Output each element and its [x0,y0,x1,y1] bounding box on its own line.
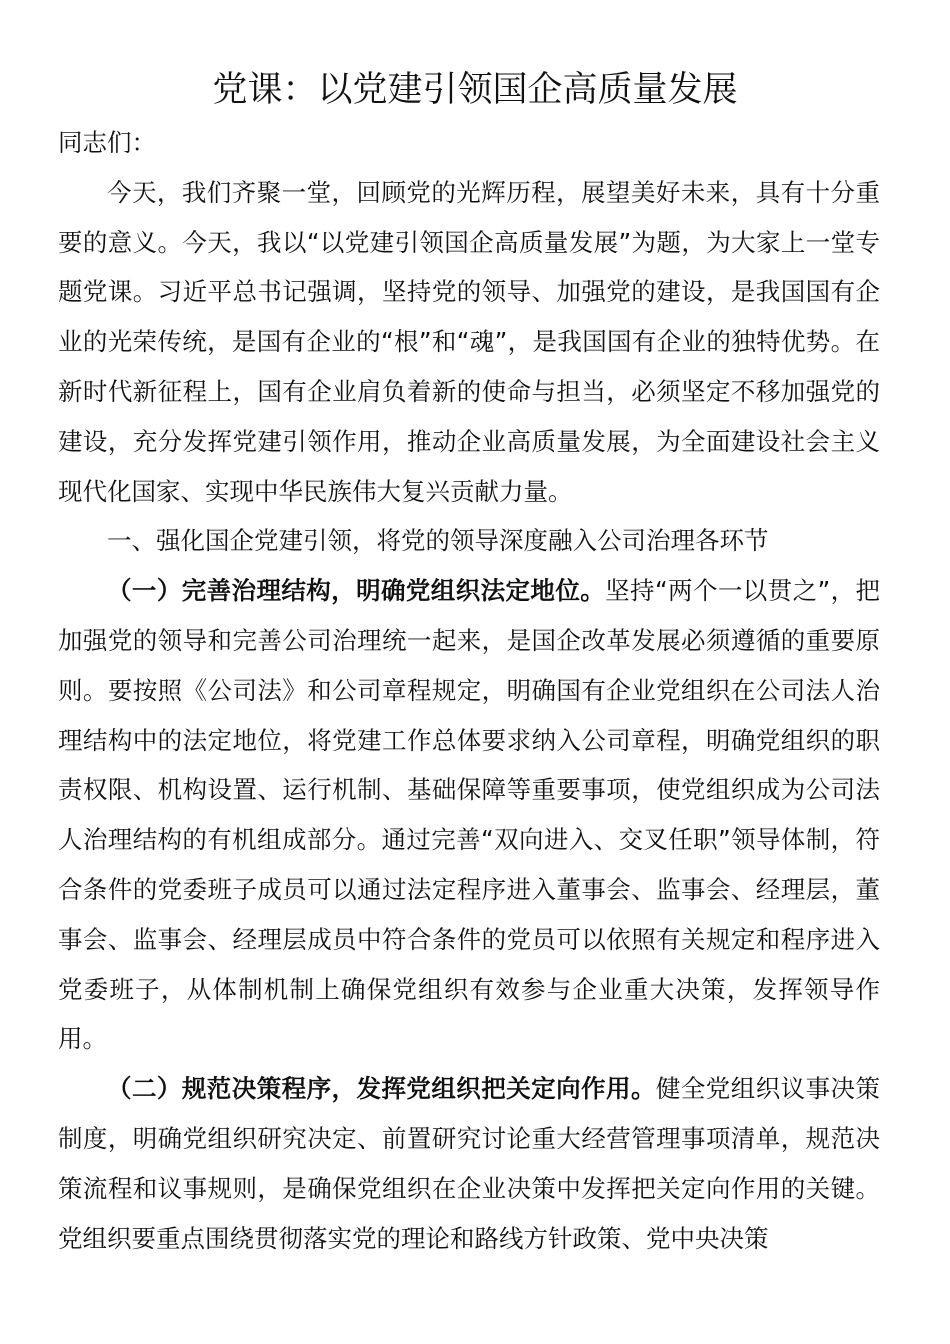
subsection-heading-2: （二）规范决策程序，发挥党组织把关定向作用。 [107,1074,656,1104]
section-heading-1: 一、强化国企党建引领，将党的领导深度融入公司治理各环节 [107,526,769,556]
salutation: 同志们： [58,128,156,157]
subsection-heading-1: （一）完善治理结构，明确党组织法定地位。 [107,576,606,606]
intro-paragraph: 今天，我们齐聚一堂，回顾党的光辉历程，展望美好未来，具有十分重要的意义。今天，我以“以党建引领国企高质量发展”为题，为大家上一堂专题党课。习近平总书记强调，坚持党的领导、加强党的建设，是我国国有企业的光荣传统，是国有企业的“根”和“魂”，是我国国有企业的独特优势。在新时代新征程上，国有企业肩负着新的使命与担当，必须坚定不移加强党的建设，充分发挥党建引领作用，推动企业高质量发展，为全面建设社会主义现代化国家、实现中华民族伟大复兴贡献力量。 [58,177,880,506]
subsection-text-1: 坚持“两个一以贯之”，把加强党的领导和完善公司治理统一起来，是国企改革发展必须遵循的重要原则。要按照《公司法》和公司章程规定，明确国有企业党组织在公司法人治理结构中的法定地位，将党建工作总体要求纳入公司章程，明确党组织的职责权限、机构设置、运行机制、基础保障等重要事项，使党组织成为公司法人治理结构的有机组成部分。通过完善“双向进入、交叉任职”领导体制，符合条件的党委班子成员可以通过法定程序进入董事会、监事会、经理层，董事会、监事会、经理层成员中符合条件的党员可以依照有关规定和程序进入党委班子，从体制机制上确保党组织有效参与企业重大决策，发挥领导作用。 [58,576,880,1054]
subsection-paragraph-2 [58,1064,880,1263]
document-body [58,118,880,1263]
document-title: 党课：以党建引领国企高质量发展 [212,70,738,110]
subsection-text-2: 健全党组织议事决策制度，明确党组织研究决定、前置研究讨论重大经营管理事项清单，规范决策流程和议事规则，是确保党组织在企业决策中发挥把关定向作用的关键。党组织要重点围绕贯彻落实党的理论和路线方针政策、党中央决策 [58,1074,881,1253]
subsection-paragraph-1 [58,566,880,1064]
